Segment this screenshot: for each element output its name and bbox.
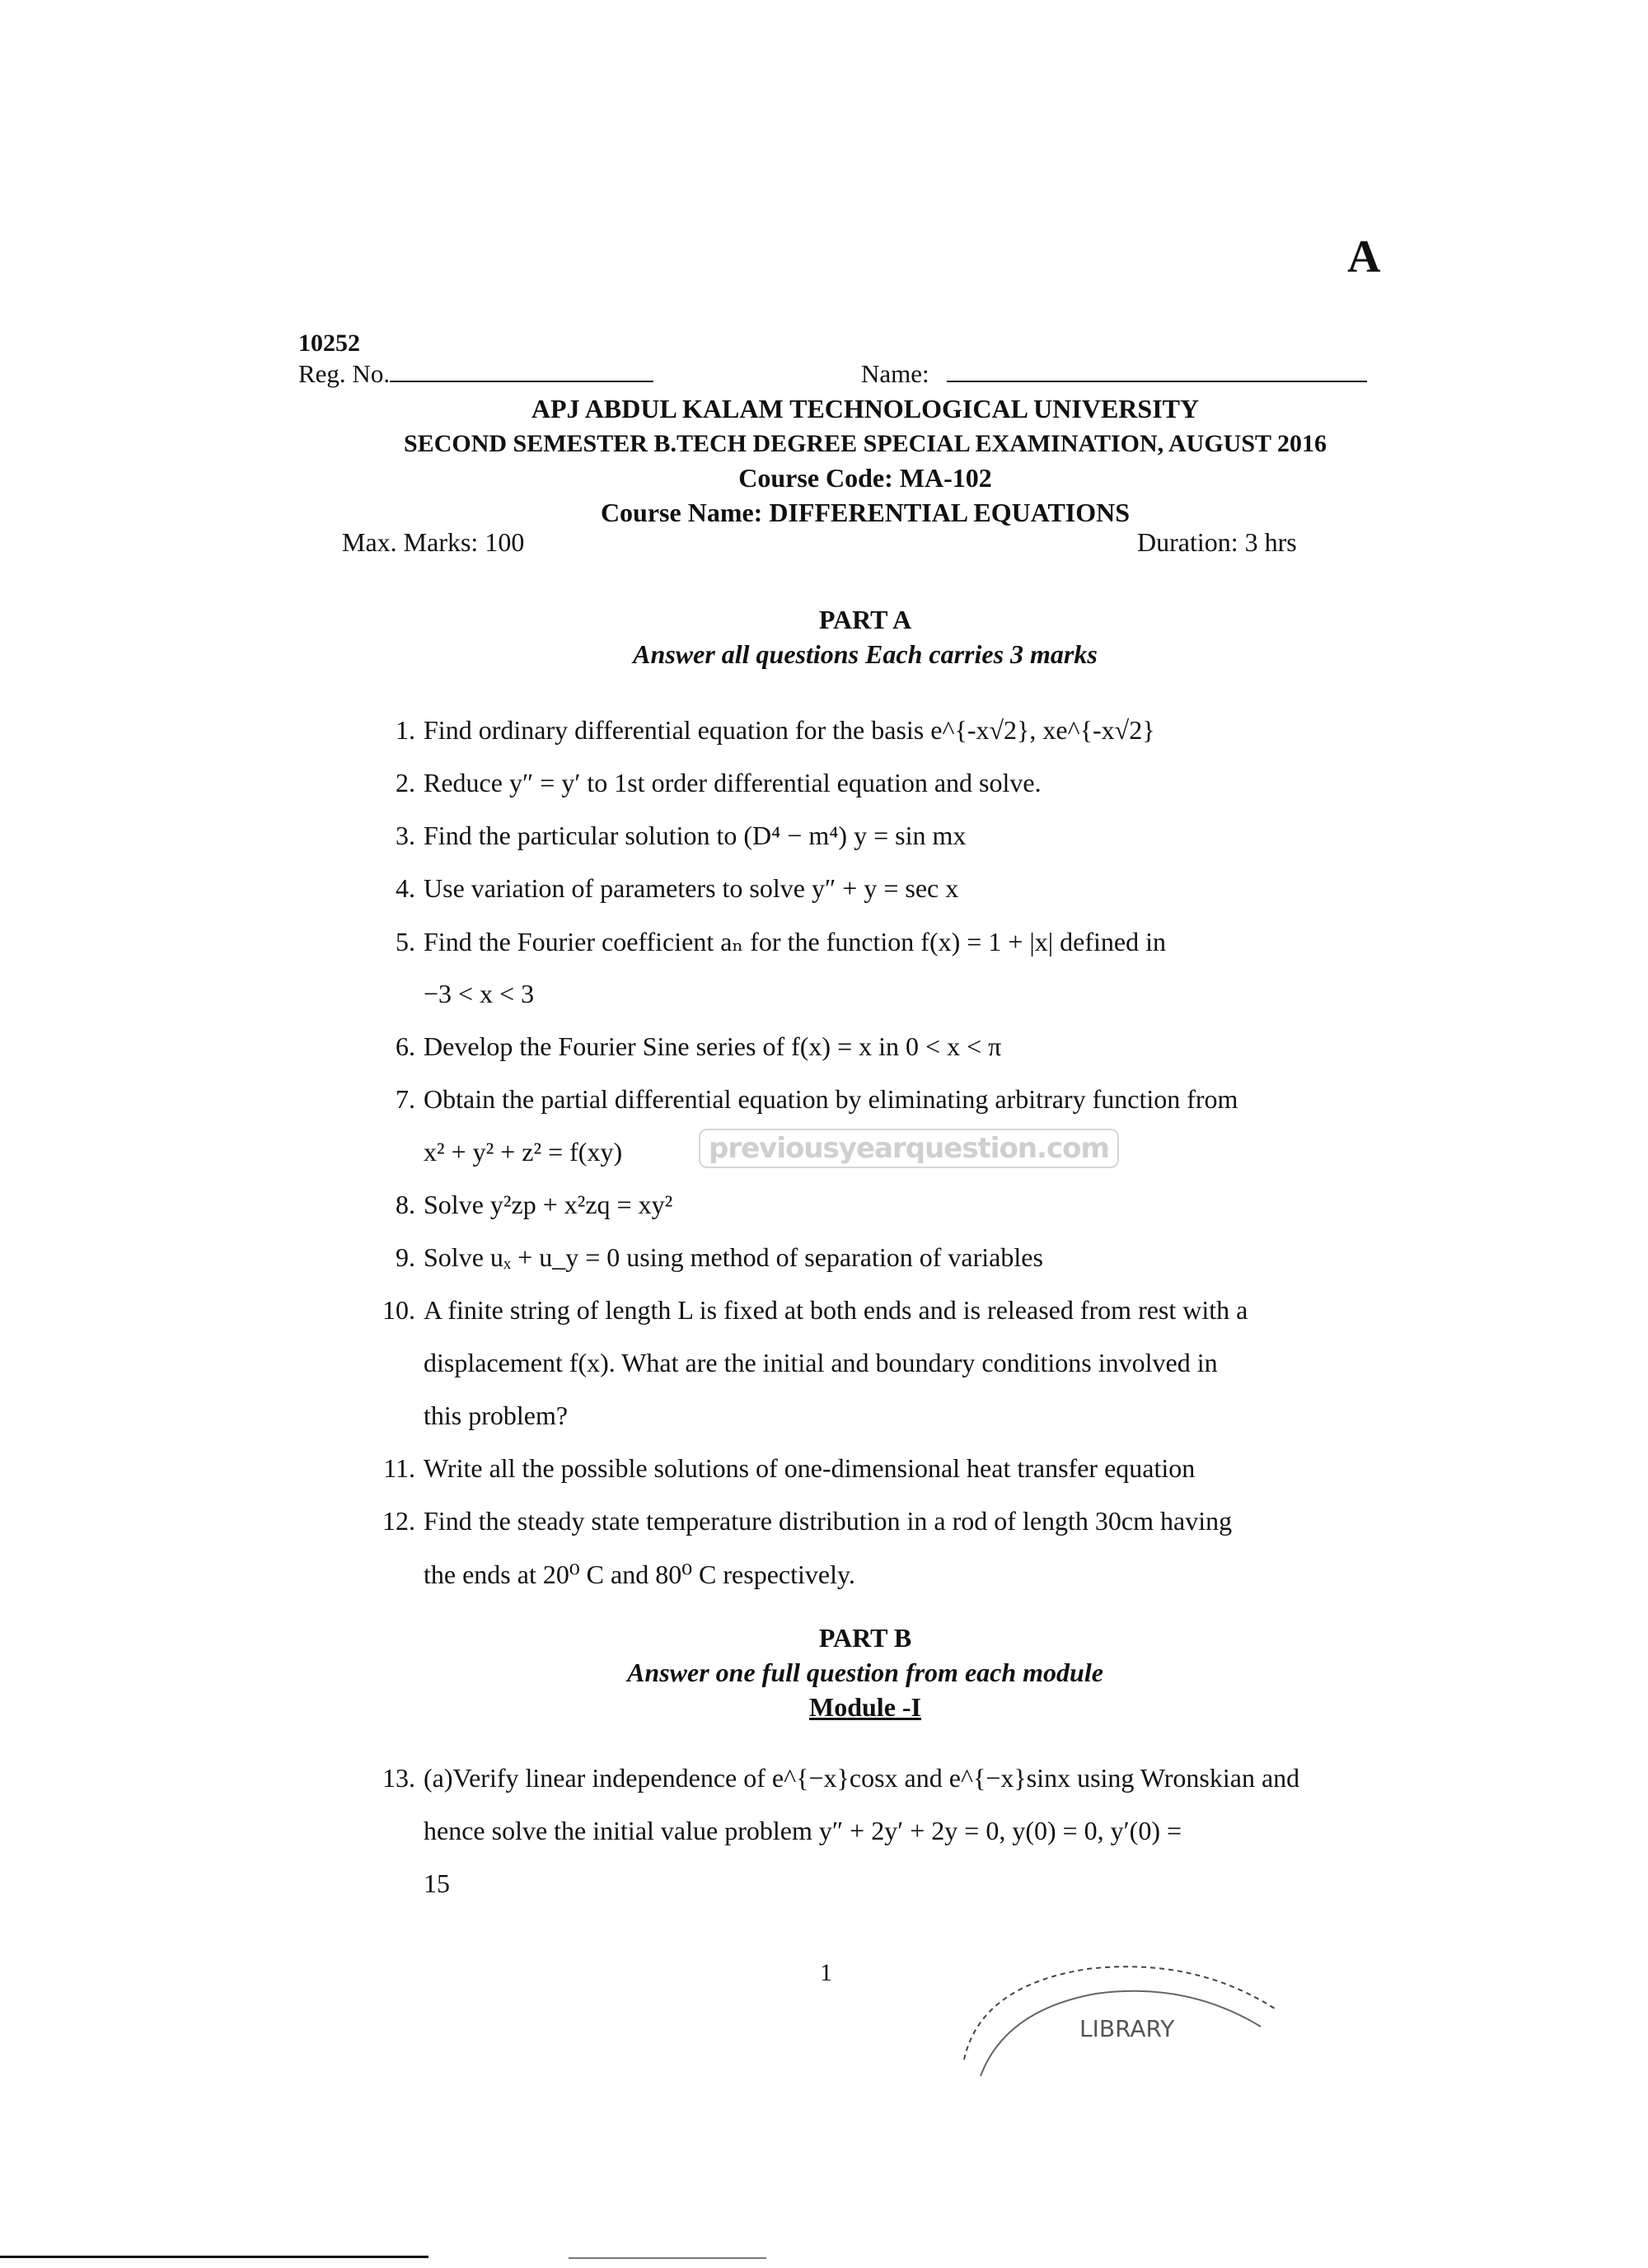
- question-12: [372, 1506, 1232, 1536]
- question-text: A finite string of length L is fixed at both ends and is released from rest with a: [424, 1295, 1248, 1325]
- course-name: Course Name: DIFFERENTIAL EQUATIONS: [600, 498, 1131, 527]
- question-number: 2.: [396, 768, 415, 797]
- paper-code: 10252: [298, 330, 360, 357]
- question-number: 13.: [382, 1763, 415, 1793]
- footer-rule-2: [569, 2257, 766, 2259]
- question-5: [372, 926, 1166, 957]
- paper-variant-label: A: [1347, 231, 1381, 283]
- module-title: Module -I: [809, 1692, 921, 1722]
- question-text: Find the Fourier coefficient aₙ for the function f(x) = 1 + |x| defined in: [424, 927, 1167, 956]
- part-a-instruction: Answer all questions Each carries 3 marks: [633, 639, 1098, 669]
- question-13-continuation-2: 15: [424, 1868, 450, 1898]
- question-4: [372, 873, 958, 904]
- name-label: Name:: [861, 359, 929, 388]
- name-blank: [947, 361, 1367, 382]
- question-6: [372, 1031, 1001, 1062]
- watermark: previousyearquestion.com: [699, 1129, 1119, 1168]
- question-11: [372, 1453, 1195, 1484]
- name-field: [861, 359, 1367, 389]
- question-text: Develop the Fourier Sine series of f(x) = x in 0 < x < π: [424, 1031, 1002, 1061]
- question-number: 10.: [382, 1295, 415, 1325]
- question-number: 7.: [396, 1084, 415, 1114]
- library-stamp: [931, 1936, 1327, 2101]
- exam-title: SECOND SEMESTER B.TECH DEGREE SPECIAL EXAMINATION, AUGUST 2016: [404, 430, 1327, 457]
- question-number: 3.: [396, 821, 415, 850]
- question-5-continuation: −3 < x < 3: [424, 979, 535, 1008]
- part-a-title: PART A: [818, 605, 912, 634]
- question-10: [372, 1295, 1248, 1326]
- question-number: 6.: [396, 1031, 415, 1061]
- course-code: Course Code: MA-102: [738, 463, 992, 493]
- question-3: [372, 821, 966, 851]
- module-heading: [247, 1692, 1483, 1723]
- footer-rule: [0, 2256, 428, 2258]
- question-7-continuation: x² + y² + z² = f(xy): [424, 1137, 623, 1167]
- stamp-label: LIBRARY: [1079, 2015, 1175, 2042]
- question-10-continuation: displacement f(x). What are the initial and boundary conditions involved in: [424, 1348, 1218, 1377]
- question-text: Solve y²zp + x²zq = xy²: [424, 1190, 673, 1219]
- question-number: 11.: [383, 1453, 415, 1483]
- reg-no-blank: [390, 361, 653, 382]
- question-8: [372, 1190, 672, 1220]
- question-number: 9.: [396, 1242, 415, 1272]
- max-marks: Max. Marks: 100: [342, 527, 525, 557]
- duration: Duration: 3 hrs: [1137, 527, 1297, 557]
- question-9: [372, 1242, 1043, 1273]
- question-text: Write all the possible solutions of one-dimensional heat transfer equation: [424, 1453, 1196, 1483]
- question-number: 12.: [382, 1506, 415, 1536]
- question-number: 8.: [396, 1190, 415, 1219]
- question-2: [372, 768, 1042, 798]
- university-title: APJ ABDUL KALAM TECHNOLOGICAL UNIVERSITY: [531, 394, 1200, 423]
- question-text: Find the particular solution to (D⁴ − m⁴) y = sin mx: [424, 821, 967, 850]
- reg-no-field: [298, 359, 653, 389]
- question-text: Use variation of parameters to solve y″ + y = sec x: [424, 873, 959, 903]
- question-text: (a)Verify linear independence of e^{−x}cosx and e^{−x}sinx using Wronskian and: [424, 1763, 1300, 1793]
- part-b-instruction: Answer one full question from each module: [627, 1658, 1103, 1687]
- question-10-continuation-2: this problem?: [424, 1401, 569, 1430]
- question-number: 4.: [396, 873, 415, 903]
- question-text: Find the steady state temperature distribution in a rod of length 30cm having: [424, 1506, 1233, 1536]
- question-13-continuation: hence solve the initial value problem y″ + 2y′ + 2y = 0, y(0) = 0, y′(0) =: [424, 1816, 1182, 1845]
- question-text: Solve uₓ + u_y = 0 using method of separation of variables: [424, 1242, 1043, 1272]
- question-number: 5.: [396, 927, 415, 956]
- question-text: Reduce y″ = y′ to 1st order differential equation and solve.: [424, 768, 1042, 797]
- question-text: Obtain the partial differential equation by eliminating arbitrary function from: [424, 1084, 1238, 1114]
- part-b-title: PART B: [818, 1623, 912, 1653]
- question-7: [372, 1084, 1238, 1115]
- question-13: [372, 1763, 1299, 1793]
- question-12-continuation: the ends at 20⁰ C and 80⁰ C respectively.: [424, 1560, 855, 1589]
- question-number: 1.: [396, 715, 415, 745]
- question-text: Find ordinary differential equation for the basis e^{-x√2}, xe^{-x√2}: [424, 715, 1155, 745]
- page-number: 1: [820, 1959, 832, 1986]
- reg-no-label: Reg. No.: [298, 359, 391, 388]
- question-1: [372, 715, 1155, 746]
